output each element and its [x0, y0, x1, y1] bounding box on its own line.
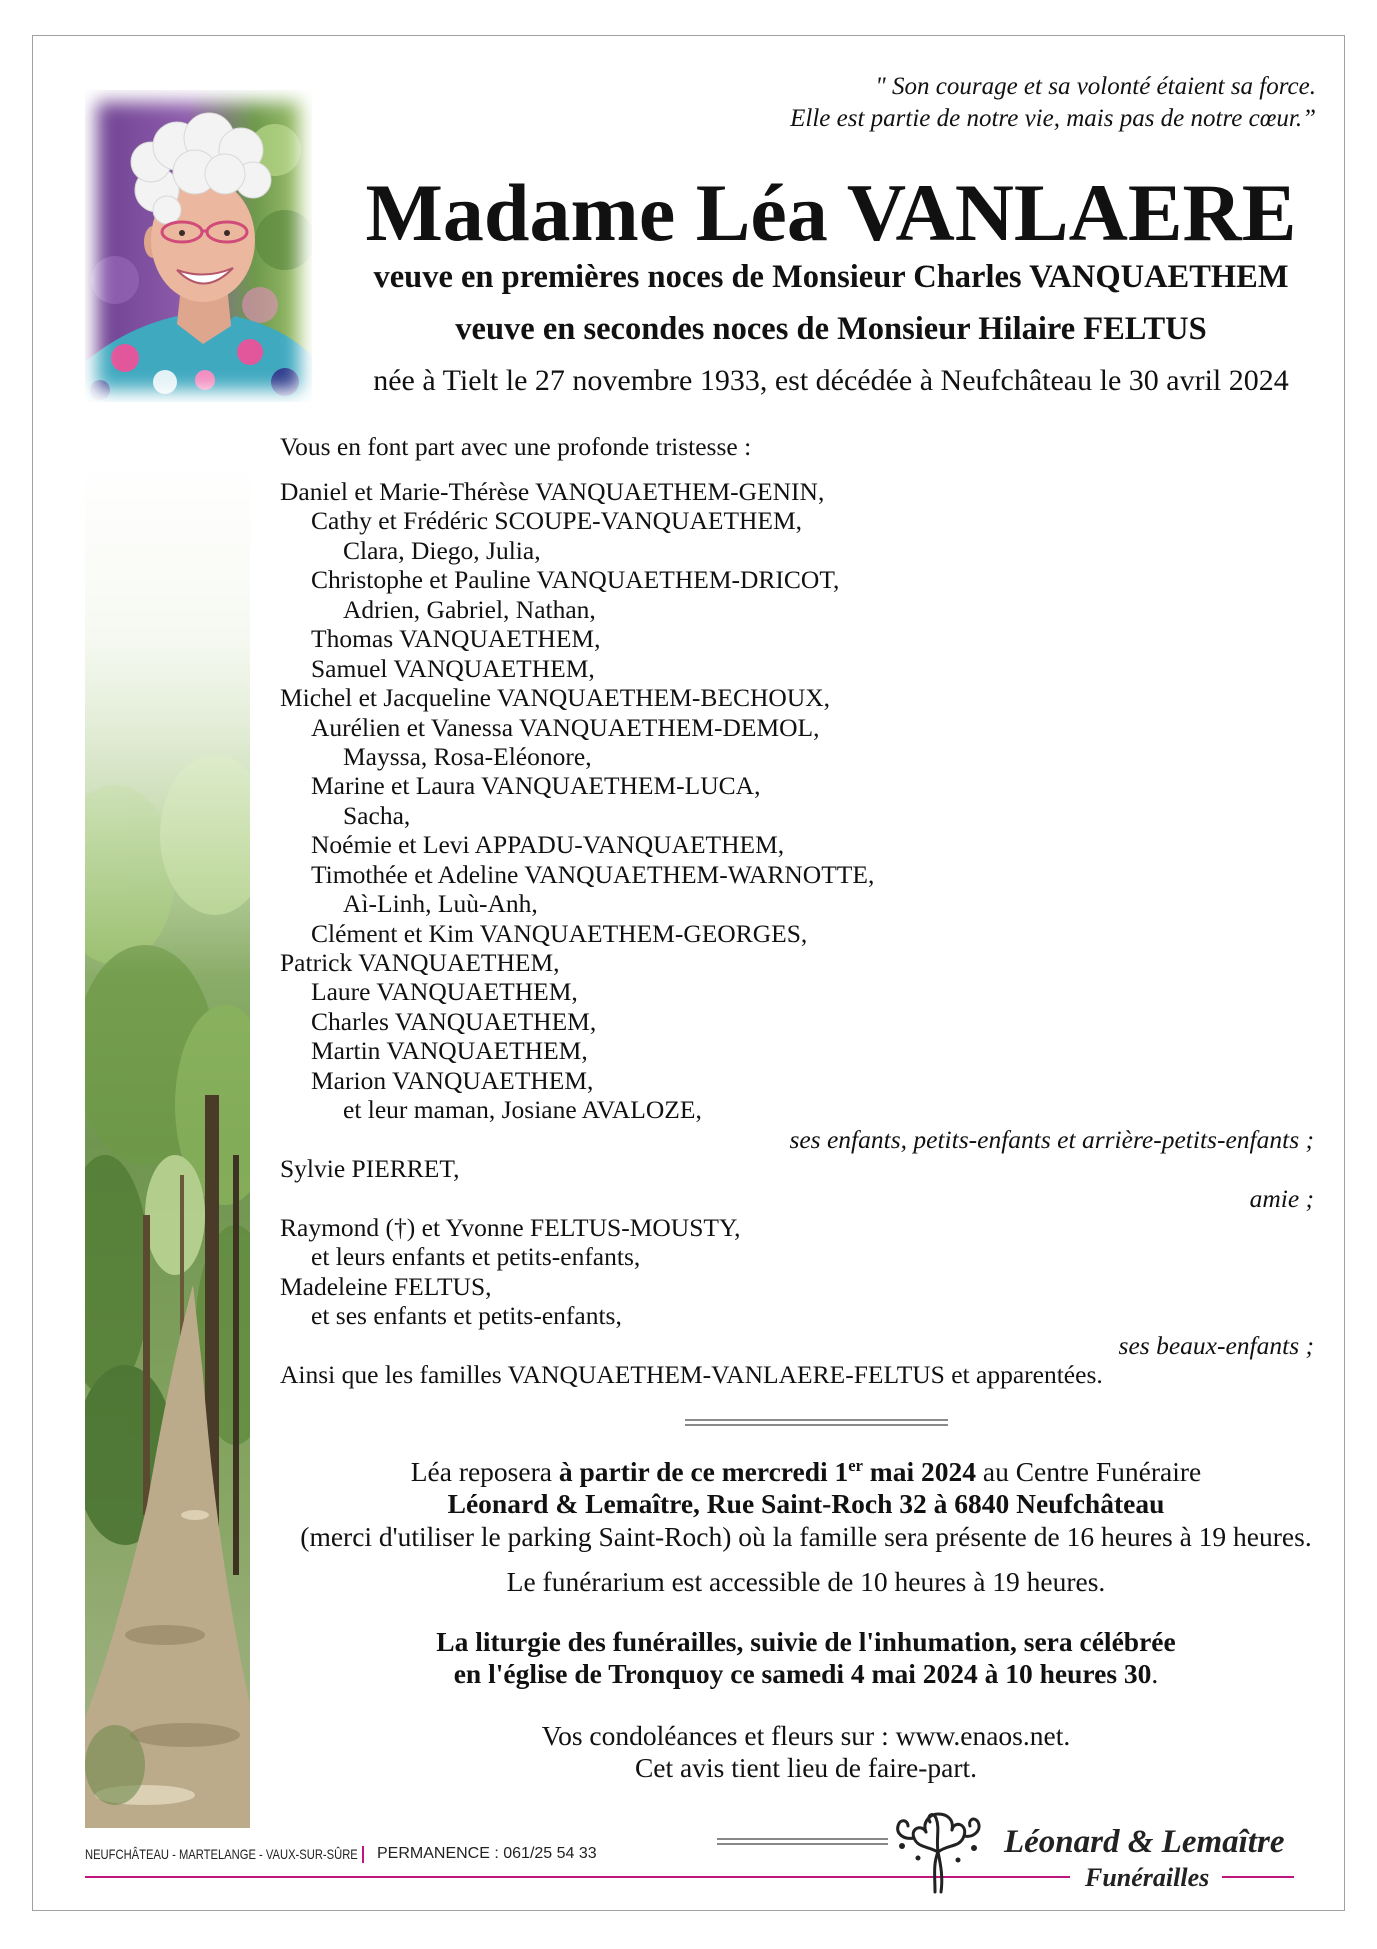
footer-locations: NEUFCHÂTEAU - MARTELANGE - VAUX-SUR-SÛRE	[85, 1846, 358, 1862]
family-line: Adrien, Gabriel, Nathan,	[343, 594, 596, 624]
family-line: Daniel et Marie-Thérèse VANQUAETHEM-GENIN,	[280, 477, 825, 507]
header-details	[331, 251, 1331, 407]
liturgy-line-2	[270, 1658, 1342, 1690]
family-line: Clara, Diego, Julia,	[343, 535, 541, 565]
liturgy-date: en l'église de Tronquoy ce samedi 4 mai 2024 à 10 heures 30	[453, 1658, 1152, 1690]
closing-notes	[270, 1720, 1342, 1785]
quote-line-2: Elle est partie de notre vie, mais pas de notre cœur.”	[790, 105, 1316, 132]
visitation-address	[270, 1488, 1342, 1520]
liturgy-line-1: La liturgie des funérailles, suivie de l'inhumation, sera célébrée	[436, 1626, 1176, 1657]
family-line-friend: Sylvie PIERRET,	[280, 1154, 460, 1184]
brand-subtitle: Funérailles	[1085, 1863, 1210, 1892]
liturgy-info	[270, 1626, 1342, 1691]
family-list	[280, 477, 1314, 1390]
family-line: Marion VANQUAETHEM,	[311, 1065, 594, 1095]
family-line: Cathy et Frédéric SCOUPE-VANQUAETHEM,	[311, 506, 803, 536]
family-line: Raymond (†) et Yvonne FELTUS-MOUSTY,	[280, 1212, 741, 1242]
family-line: Sacha,	[343, 800, 411, 830]
family-announcement	[280, 432, 1314, 1390]
announcement-intro: Vous en font part avec une profonde tristesse :	[280, 432, 752, 461]
forest-path-image	[85, 455, 250, 1828]
visitation-date: à partir de ce mercredi 1	[558, 1456, 849, 1487]
family-line: Timothée et Adeline VANQUAETHEM-WARNOTTE,	[311, 859, 875, 889]
epigraph-quote	[790, 71, 1316, 135]
visitation-hours: (merci d'utiliser le parking Saint-Roch) où la famille sera présente de 16 heures à 19 heures.	[300, 1520, 1312, 1552]
family-line: et leur maman, Josiane AVALOZE,	[343, 1095, 702, 1125]
brand-name-logo: Léonard & Lemaître	[1004, 1824, 1285, 1860]
birth-death-line: née à Tielt le 27 novembre 1933, est décédée à Neufchâteau le 30 avril 2024	[373, 364, 1289, 397]
family-line: Clément et Kim VANQUAETHEM-GEORGES,	[311, 918, 808, 948]
visitation-line-1	[270, 1456, 1342, 1488]
footer-permanence-phone: PERMANENCE : 061/25 54 33	[377, 1845, 597, 1862]
funeral-home-address: Léonard & Lemaître, Rue Saint-Roch 32 à 6840 Neufchâteau	[447, 1488, 1165, 1520]
family-line: Aurélien et Vanessa VANQUAETHEM-DEMOL,	[311, 712, 820, 742]
family-line: Christophe et Pauline VANQUAETHEM-DRICOT,	[311, 565, 840, 595]
widow-first-marriage: veuve en premières noces de Monsieur Charles VANQUAETHEM	[373, 259, 1289, 295]
visitation-intro: Léa reposera	[410, 1456, 552, 1487]
family-line: Patrick VANQUAETHEM,	[280, 948, 560, 978]
family-line: Marine et Laura VANQUAETHEM-LUCA,	[311, 771, 761, 801]
relation-friend: amie ;	[1249, 1183, 1314, 1213]
family-line: Laure VANQUAETHEM,	[311, 977, 578, 1007]
family-line: Thomas VANQUAETHEM,	[311, 624, 601, 654]
closing-families-line: Ainsi que les familles VANQUAETHEM-VANLAERE-FELTUS et apparentées.	[280, 1360, 1103, 1390]
family-line: Aì-Linh, Luù-Anh,	[343, 889, 538, 919]
visitation-info	[270, 1456, 1342, 1553]
family-line: et leurs enfants et petits-enfants,	[311, 1242, 641, 1272]
relation-stepchildren: ses beaux-enfants ;	[1118, 1330, 1314, 1360]
family-line: Charles VANQUAETHEM,	[311, 1006, 597, 1036]
deceased-name-title: Madame Léa VANLAERE	[365, 167, 1297, 258]
liturgy-period: .	[1151, 1658, 1159, 1690]
ordinal-suffix: er	[848, 1455, 863, 1475]
visitation-place-intro: au Centre Funéraire	[982, 1456, 1202, 1487]
family-line: Noémie et Levi APPADU-VANQUAETHEM,	[311, 830, 785, 860]
tree-icon	[888, 1806, 988, 1894]
family-line: et ses enfants et petits-enfants,	[311, 1301, 622, 1331]
family-line: Mayssa, Rosa-Eléonore,	[343, 741, 592, 771]
double-rule-separator	[685, 1419, 948, 1426]
family-line: Samuel VANQUAETHEM,	[311, 653, 595, 683]
footer-accent-line-right	[1222, 1876, 1294, 1878]
family-line: Martin VANQUAETHEM,	[311, 1036, 588, 1066]
notice-statement: Cet avis tient lieu de faire-part.	[634, 1752, 978, 1784]
funerarium-hours: Le funérarium est accessible de 10 heures à 19 heures.	[506, 1566, 1106, 1597]
relation-children: ses enfants, petits-enfants et arrière-petits-enfants ;	[789, 1124, 1314, 1154]
condolences-website: Vos condoléances et fleurs sur : www.enaos.net.	[541, 1720, 1071, 1751]
footer-separator	[362, 1846, 364, 1863]
family-line: Michel et Jacqueline VANQUAETHEM-BECHOUX,	[280, 683, 831, 713]
visitation-date-month: mai 2024	[869, 1456, 976, 1487]
logo-double-rule	[717, 1838, 888, 1845]
widow-second-marriage: veuve en secondes noces de Monsieur Hilaire FELTUS	[455, 311, 1207, 347]
quote-line-1: " Son courage et sa volonté étaient sa force.	[875, 73, 1316, 100]
family-line: Madeleine FELTUS,	[280, 1271, 492, 1301]
portrait-photo	[85, 90, 312, 402]
